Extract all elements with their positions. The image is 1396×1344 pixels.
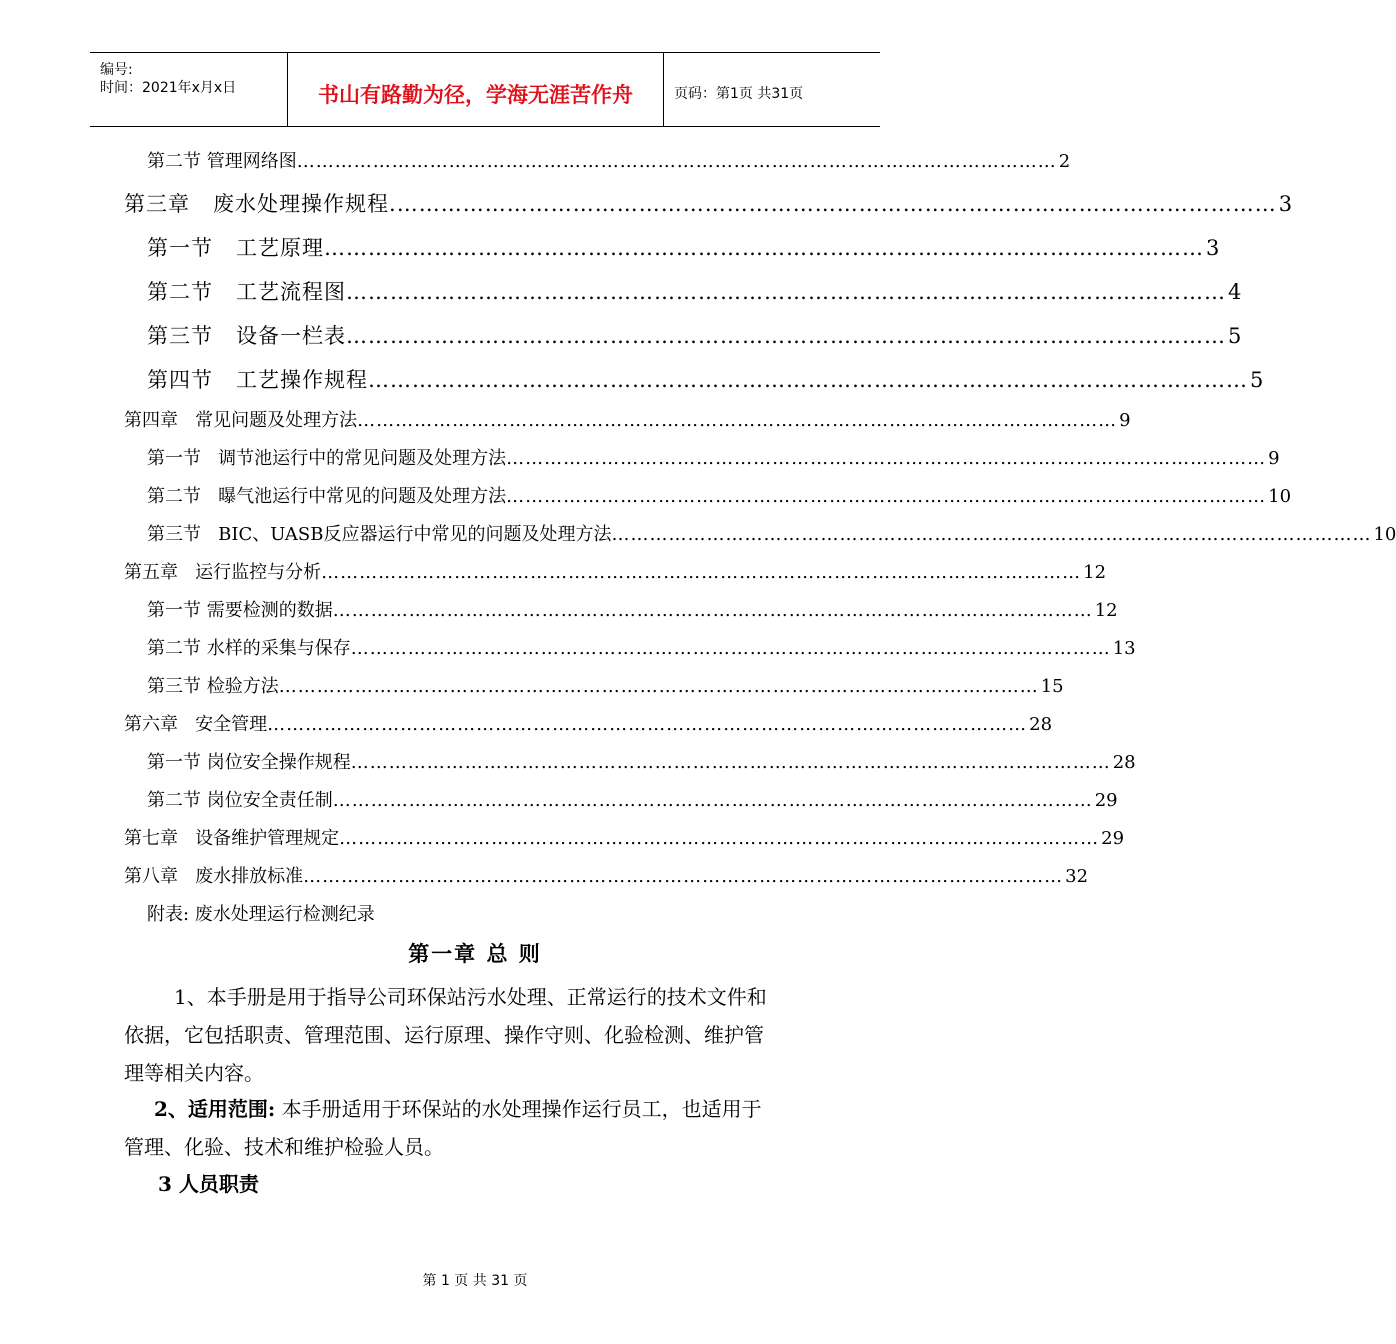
toc-entry-page: 29 <box>1094 790 1118 811</box>
toc-leader: ………………………………………………………………………………………………………… <box>350 752 1111 773</box>
toc-entry-page: 4 <box>1228 280 1243 304</box>
paragraph-1-line-1: 1、本手册是用于指导公司环保站污水处理、正常运行的技术文件和 <box>174 985 767 1009</box>
toc-entry-title: 需要检测的数据 <box>206 600 333 621</box>
toc-leader: ………………………………………………………………………………………………………… <box>278 676 1039 697</box>
toc-leader: ………………………………………………………………………………………………………… <box>324 236 1205 260</box>
toc-entry[interactable] <box>147 147 1071 173</box>
toc-entry-page: 2 <box>1058 151 1071 172</box>
toc-entry-page: 5 <box>1250 368 1265 392</box>
toc-entry-title: 设备一栏表 <box>236 324 347 348</box>
toc-entry-label: 第六章 <box>124 714 178 735</box>
toc-entry[interactable] <box>124 710 1053 736</box>
toc-entry-label: 第三节 <box>147 524 201 545</box>
toc-entry-label: 第三章 <box>124 192 190 216</box>
toc-entry-page: 32 <box>1065 866 1089 887</box>
toc-entry[interactable] <box>147 596 1118 622</box>
toc-entry[interactable] <box>147 364 1265 394</box>
toc-leader: ………………………………………………………………………………………………………… <box>267 714 1028 735</box>
toc-entry-label: 第三节 <box>147 676 201 697</box>
toc-leader: ………………………………………………………………………………………………………… <box>357 410 1118 431</box>
toc-leader: ………………………………………………………………………………………………………… <box>346 280 1227 304</box>
toc-leader: ………………………………………………………………………………………………………… <box>611 524 1372 545</box>
toc-entry-page: 3 <box>1206 236 1221 260</box>
toc-entry[interactable] <box>147 786 1118 812</box>
toc-entry-label: 第四节 <box>147 368 213 392</box>
toc-entry[interactable] <box>147 444 1280 470</box>
toc-entry-title: 岗位安全责任制 <box>206 790 333 811</box>
toc-entry-title: 管理网络图 <box>206 151 297 172</box>
toc-entry-title: 废水处理操作规程. <box>213 192 397 216</box>
paragraph-2-heading: 2、适用范围: <box>154 1097 276 1121</box>
toc-entry[interactable] <box>147 482 1292 508</box>
toc-entry-title: 废水排放标准 <box>195 866 304 887</box>
header-page-info: 页码：第1页 共31页 <box>674 86 804 102</box>
toc-entry-title: 常见问题及处理方法 <box>195 410 358 431</box>
paragraph-3 <box>124 1165 844 1203</box>
toc-entry-page: 28 <box>1029 714 1053 735</box>
toc-entry-title: 岗位安全操作规程 <box>206 752 351 773</box>
paragraph-1-line-3: 理等相关内容。 <box>124 1061 264 1085</box>
toc-leader: ………………………………………………………………………………………………………… <box>321 562 1082 583</box>
toc-entry-page: 28 <box>1112 752 1136 773</box>
toc-entry-title: 检验方法 <box>206 676 279 697</box>
toc-entry-page: 10 <box>1268 486 1292 507</box>
toc-entry[interactable] <box>147 320 1243 350</box>
toc-leader: ………………………………………………………………………………………………………… <box>396 192 1277 216</box>
toc-entry-label: 第二节 <box>147 638 201 659</box>
toc-entry-title: 曝气池运行中常见的问题及处理方法 <box>218 486 507 507</box>
toc-entry-title: 运行监控与分析 <box>195 562 322 583</box>
toc-entry-page: 9 <box>1268 448 1280 469</box>
toc-entry-page: 29 <box>1101 828 1125 849</box>
toc-entry-label: 第四章 <box>124 410 178 431</box>
toc-entry-label: 第二节 <box>147 280 213 304</box>
paragraph-2-line-2: 管理、化验、技术和维护检验人员。 <box>124 1135 444 1159</box>
toc-entry-label: 第七章 <box>124 828 178 849</box>
toc-entry-page: 10 <box>1373 524 1396 545</box>
toc-entry-page: 5 <box>1228 324 1243 348</box>
toc-entry[interactable] <box>147 520 1396 546</box>
toc-leader: ………………………………………………………………………………………………………… <box>332 600 1093 621</box>
toc-entry[interactable] <box>147 276 1243 306</box>
toc-entry-page: 12 <box>1094 600 1118 621</box>
time-label: 时间：2021年x月x日 <box>100 80 237 96</box>
toc-entry-page: 3 <box>1278 192 1294 216</box>
toc-leader: ………………………………………………………………………………………………………… <box>350 638 1111 659</box>
toc-entry[interactable] <box>124 558 1107 584</box>
toc-leader: ………………………………………………………………………………………………………… <box>346 324 1227 348</box>
toc-entry-title: 调节池运行中的常见问题及处理方法 <box>218 448 507 469</box>
toc-entry[interactable] <box>124 188 1294 218</box>
toc-entry-title: 工艺原理 <box>236 236 325 260</box>
serial-label: 编号: <box>100 62 133 78</box>
header-motto: 书山有路勤为径，学海无涯苦作舟 <box>318 83 633 107</box>
toc-entry-label: 第一节 <box>147 448 201 469</box>
toc-entry-title: 工艺操作规程 <box>236 368 369 392</box>
chapter-title: 第一章 总 则 <box>408 941 542 966</box>
toc-leader: ………………………………………………………………………………………………………… <box>368 368 1249 392</box>
toc-leader: ………………………………………………………………………………………………………… <box>303 866 1064 887</box>
toc-entry-page: 13 <box>1112 638 1136 659</box>
page-header <box>90 52 880 127</box>
header-motto-cell <box>288 53 664 126</box>
toc-leader: ………………………………………………………………………………………………………… <box>332 790 1093 811</box>
toc-entry-title: 水样的采集与保存 <box>206 638 351 659</box>
header-meta-cell <box>90 53 288 126</box>
toc-entry-label: 第三节 <box>147 324 213 348</box>
toc-entry-page: 12 <box>1083 562 1107 583</box>
toc-entry[interactable] <box>124 824 1125 850</box>
paragraph-2-line-1: 本手册适用于环保站的水处理操作运行员工，也适用于 <box>275 1097 762 1121</box>
toc-entry[interactable] <box>124 406 1131 432</box>
toc-entry[interactable] <box>124 862 1089 888</box>
toc-entry-label: 第二节 <box>147 151 201 172</box>
toc-entry-label: 第五章 <box>124 562 178 583</box>
toc-entry[interactable] <box>147 748 1136 774</box>
toc-entry-title: BIC、UASB反应器运行中常见的问题及处理方法 <box>218 524 612 545</box>
toc-leader: ………………………………………………………………………………………………………… <box>506 448 1267 469</box>
page-footer: 第 1 页 共 31 页 <box>422 1273 528 1289</box>
toc-leader: ………………………………………………………………………………………………………… <box>506 486 1267 507</box>
paragraph-1 <box>124 978 844 1092</box>
toc-entry-label: 第二节 <box>147 486 201 507</box>
paragraph-3-heading: 3 人员职责 <box>158 1172 259 1196</box>
toc-entry-label: 第一节 <box>147 600 201 621</box>
toc-entry-title: 安全管理 <box>195 714 268 735</box>
toc-entry-title: 设备维护管理规定 <box>195 828 340 849</box>
toc-leader: ………………………………………………………………………………………………………… <box>339 828 1100 849</box>
toc-entry-label: 第二节 <box>147 790 201 811</box>
toc-entry-page: 15 <box>1040 676 1064 697</box>
toc-entry-label: 第一节 <box>147 236 213 260</box>
toc-leader: ………………………………………………………………………………………………………… <box>296 151 1057 172</box>
header-page-cell <box>664 53 880 126</box>
toc-entry-page: 9 <box>1119 410 1131 431</box>
toc-entry-label: 第一节 <box>147 752 201 773</box>
toc-entry-label: 第八章 <box>124 866 178 887</box>
paragraph-2 <box>124 1090 844 1166</box>
toc-entry[interactable] <box>147 634 1136 660</box>
toc-entry-title: 工艺流程图 <box>236 280 347 304</box>
toc-entry[interactable] <box>147 672 1064 698</box>
appendix-line: 附表: 废水处理运行检测纪录 <box>147 904 375 925</box>
toc-entry[interactable] <box>147 232 1221 262</box>
paragraph-1-line-2: 依据，它包括职责、管理范围、运行原理、操作守则、化验检测、维护管 <box>124 1023 764 1047</box>
